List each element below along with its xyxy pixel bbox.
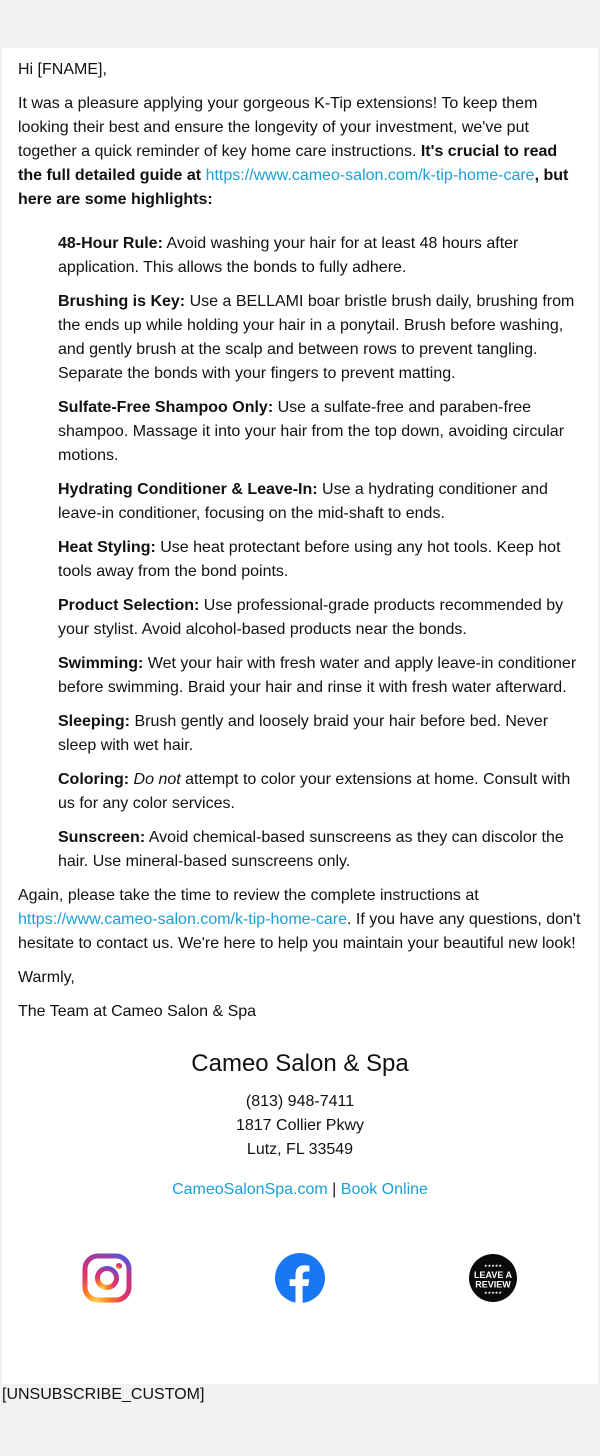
review-paragraph: [18, 884, 582, 956]
tip-text: attempt to color your extensions at home. Consult with us for any color services.: [58, 771, 571, 812]
list-item: [58, 594, 582, 642]
list-item: [58, 290, 582, 386]
tip-title: Sulfate-Free Shampoo Only:: [58, 399, 274, 416]
list-item: [58, 710, 582, 758]
link-separator: |: [332, 1181, 337, 1198]
review-text-line-1: LEAVE A: [473, 1270, 513, 1280]
tip-title: Hydrating Conditioner & Leave-In:: [58, 481, 318, 498]
review-text-2: . If you have any questions, don't hesitate to contact us. We're here to help you maintain your beautiful new look!: [18, 911, 581, 952]
email-footer: [2, 1050, 598, 1313]
tip-text: Use a hydrating conditioner and leave-in conditioner, focusing on the mid-shaft to ends.: [58, 481, 548, 522]
list-item: [58, 396, 582, 468]
tip-text: Wet your hair with fresh water and apply leave-in conditioner before swimming. Braid your hair and rinse it with fresh water afterward.: [58, 655, 577, 696]
tip-text: Avoid chemical-based sunscreens as they can discolor the hair. Use mineral-based sunscreens only.: [58, 829, 564, 870]
tip-text: Avoid washing your hair for at least 48 hours after application. This allows the bonds to fully adhere.: [58, 235, 519, 276]
tip-text: Brush gently and loosely braid your hair before bed. Never sleep with wet hair.: [58, 713, 549, 754]
list-item: [58, 826, 582, 874]
list-item: [58, 478, 582, 526]
intro-paragraph: [18, 92, 582, 212]
facebook-link[interactable]: [275, 1253, 325, 1303]
svg-text:★★★★★: ★★★★★: [484, 1290, 502, 1295]
book-online-link[interactable]: Book Online: [340, 1181, 428, 1198]
signature: The Team at Cameo Salon & Spa: [18, 1003, 257, 1020]
footer-city: Lutz, FL 33549: [246, 1141, 354, 1158]
email-body: [2, 48, 598, 1024]
review-text-line-2: REVIEW: [475, 1279, 511, 1290]
intro-text: It was a pleasure applying your gorgeous K-Tip extensions! To keep them looking their best and ensure the longevity of your investment, we've put together a quick reminder of key home care instructions.: [18, 95, 538, 160]
facebook-icon: [275, 1253, 325, 1303]
intro-bold-part-1: It's crucial to read the full detailed guide at: [18, 143, 558, 184]
tip-title: Heat Styling:: [58, 539, 156, 556]
signoff: Warmly,: [18, 969, 75, 986]
footer-brand: Cameo Salon & Spa: [191, 1050, 409, 1077]
leave-a-review-link[interactable]: [468, 1253, 518, 1303]
guide-link-2[interactable]: https://www.cameo-salon.com/k-tip-home-care: [18, 911, 347, 928]
tip-emphasis: Do not: [133, 771, 181, 788]
footer-street: 1817 Collier Pkwy: [235, 1117, 365, 1134]
svg-text:★★★★★: ★★★★★: [484, 1263, 502, 1268]
footer-links: [2, 1178, 598, 1202]
instagram-link[interactable]: [82, 1253, 132, 1303]
email-card: [2, 48, 598, 1384]
tip-text: Use a sulfate-free and paraben-free shampoo. Massage it into your hair from the top down, avoiding circular motions.: [58, 399, 565, 464]
leave-a-review-icon: [468, 1253, 518, 1303]
unsubscribe-link[interactable]: [UNSUBSCRIBE_CUSTOM]: [2, 1386, 205, 1403]
list-item: [58, 232, 582, 280]
tip-title: Coloring:: [58, 771, 130, 788]
care-tips-list: [18, 232, 582, 874]
guide-link[interactable]: https://www.cameo-salon.com/k-tip-home-care: [205, 167, 535, 184]
intro-bold-part-2: , but here are some highlights:: [18, 167, 569, 208]
footer-phone: (813) 948-7411: [245, 1093, 355, 1110]
list-item: [58, 652, 582, 700]
website-link[interactable]: CameoSalonSpa.com: [172, 1181, 328, 1198]
tip-title: Sleeping:: [58, 713, 131, 730]
instagram-icon: [82, 1253, 132, 1303]
tip-text: Use heat protectant before using any hot tools. Keep hot tools away from the bond points.: [58, 539, 561, 580]
social-links: [2, 1253, 598, 1313]
tip-title: Brushing is Key:: [58, 293, 186, 310]
review-text-1: Again, please take the time to review the complete instructions at: [18, 887, 479, 904]
tip-text: Use a BELLAMI boar bristle brush daily, brushing from the ends up while holding your hair in a ponytail. Brush before washing, and gently brush at the scalp and between rows to prevent tangling. Separate the bonds with your fingers to prevent matting.: [58, 293, 575, 382]
tip-title: Swimming:: [58, 655, 144, 672]
list-item: [58, 768, 582, 816]
tip-title: Product Selection:: [58, 597, 200, 614]
greeting: Hi [FNAME],: [18, 61, 107, 78]
tip-text: Use professional-grade products recommended by your stylist. Avoid alcohol-based products near the bonds.: [58, 597, 564, 638]
list-item: [58, 536, 582, 584]
tip-title: Sunscreen:: [58, 829, 146, 846]
tip-title: 48-Hour Rule:: [58, 235, 163, 252]
